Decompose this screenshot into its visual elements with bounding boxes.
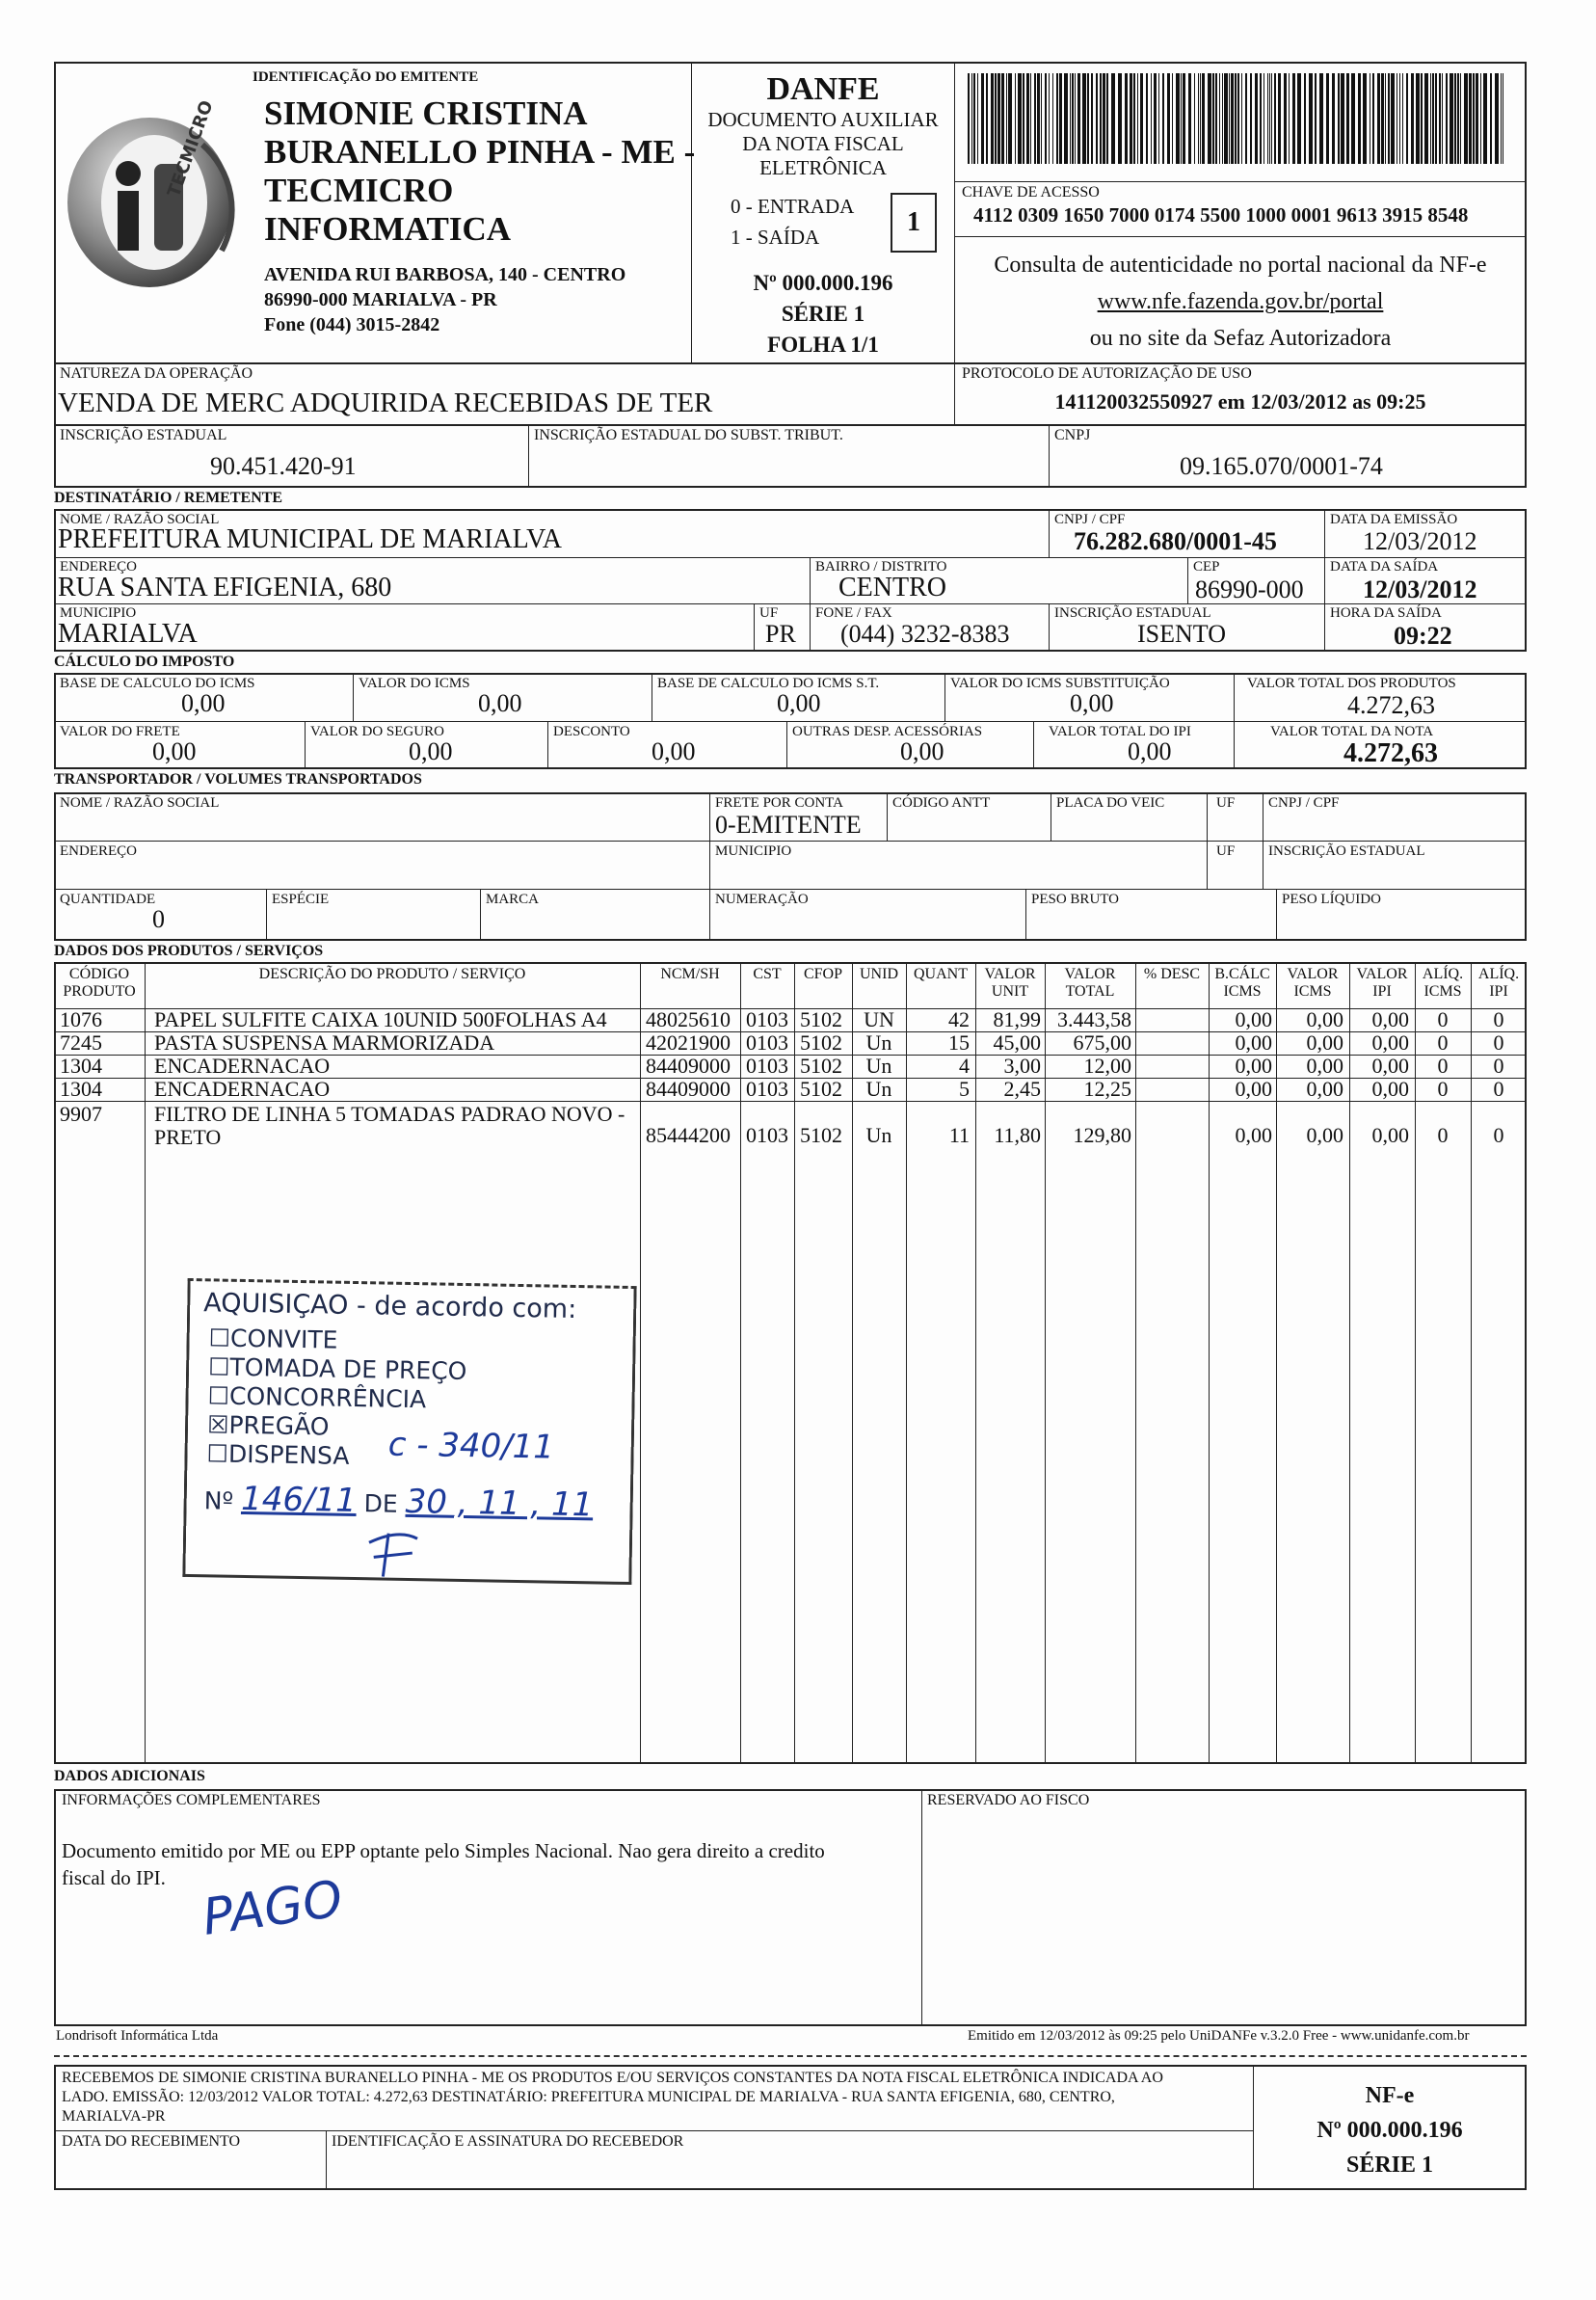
- rec-bairro: CENTRO: [838, 573, 946, 602]
- cell-aicms: 0: [1437, 1007, 1449, 1031]
- danfe-title: DANFE: [766, 71, 880, 107]
- cell-cfop: 5102: [800, 1030, 842, 1055]
- cell-aipi: 0: [1493, 1123, 1504, 1147]
- valor-icms-label: VALOR DO ICMS: [359, 676, 470, 691]
- rec-cnpj: 76.282.680/0001-45: [1074, 527, 1277, 555]
- rec-address: RUA SANTA EFIGENIA, 680: [58, 573, 392, 602]
- logo-text: TECMICRO: [164, 97, 218, 201]
- rec-name-label: NOME / RAZÃO SOCIAL: [60, 512, 220, 527]
- cell-quant: 11: [948, 1123, 970, 1147]
- cell-vtotal: 12,00: [1083, 1054, 1131, 1078]
- cell-vtotal: 129,80: [1073, 1123, 1131, 1147]
- rec-ie: ISENTO: [1137, 620, 1226, 648]
- cell-aicms: 0: [1437, 1054, 1449, 1078]
- cell-unid: Un: [865, 1054, 892, 1078]
- rec-cep: 86990-000: [1195, 575, 1304, 603]
- receipt-date-label: DATA DO RECEBIMENTO: [62, 2133, 241, 2150]
- software-left: Londrisoft Informática Ltda: [56, 2028, 219, 2044]
- transp-uf2-label: UF: [1216, 843, 1236, 859]
- cell-codigo: 9907: [60, 1102, 102, 1126]
- transp-qtd: 0: [152, 905, 165, 933]
- rec-name: PREFEITURA MUNICIPAL DE MARIALVA: [58, 524, 563, 554]
- access-key: 4112 0309 1650 7000 0174 5500 1000 0001 9613 3915 8548: [973, 203, 1469, 227]
- rec-fone: (044) 3232-8383: [840, 620, 1010, 648]
- cell-descricao: FILTRO DE LINHA 5 TOMADAS PADRAO NOVO - PRETO: [154, 1102, 625, 1149]
- th-vtotal: VALOR TOTAL: [1064, 966, 1116, 1000]
- rec-uf: PR: [765, 620, 796, 648]
- th-desc: % DESC: [1143, 966, 1201, 982]
- cnpj-value: 09.165.070/0001-74: [1180, 452, 1383, 480]
- danfe-block: [692, 71, 954, 180]
- cell-aipi: 0: [1493, 1007, 1504, 1031]
- cell-ncm: 42021900: [646, 1030, 731, 1055]
- cell-bcalc: 0,00: [1235, 1077, 1272, 1101]
- th-vipi: VALOR IPI: [1356, 966, 1408, 1000]
- seguro: 0,00: [409, 737, 453, 765]
- cell-unid: Un: [865, 1030, 892, 1055]
- cell-vicms: 0,00: [1306, 1054, 1343, 1078]
- cell-descricao: ENCADERNACAO: [154, 1054, 331, 1078]
- cell-codigo: 7245: [60, 1030, 102, 1055]
- stamp-number-line: Nº 146/11 DE 30 , 11 , 11: [203, 1479, 594, 1525]
- cell-vunit: 2,45: [1003, 1077, 1041, 1101]
- rec-emissao: 12/03/2012: [1363, 527, 1477, 555]
- ie-value: 90.451.420-91: [210, 452, 357, 480]
- cell-cst: 0103: [746, 1123, 788, 1147]
- transp-uf-label: UF: [1216, 795, 1236, 811]
- receipt-text: RECEBEMOS DE SIMONIE CRISTINA BURANELLO PINHA - ME OS PRODUTOS E/OU SERVIÇOS CONSTANTES DA NOTA FISCAL ELETRÔNICA INDICADA AO LADO. EMISSÃO: 12/03/2012 VALOR TOTAL: 4.272,63 DESTINATÁRIO: PREFEITURA MUNICIPAL DE MARIALVA - RUA SANTA EFIGENIA, 680, CENTRO, MARIALVA-PR: [62, 2070, 1163, 2125]
- base-st: 0,00: [777, 689, 821, 717]
- rec-uf-label: UF: [759, 605, 779, 621]
- rec-address-label: ENDEREÇO: [60, 559, 137, 575]
- barcode: [968, 73, 1507, 164]
- cell-descricao: PAPEL SULFITE CAIXA 10UNID 500FOLHAS A4: [154, 1007, 607, 1031]
- cell-aipi: 0: [1493, 1054, 1504, 1078]
- cell-vicms: 0,00: [1306, 1123, 1343, 1147]
- stamp-option-dispensa: ☐DISPENSA: [206, 1439, 350, 1470]
- transp-frete-label: FRETE POR CONTA: [715, 795, 843, 811]
- acquisition-stamp: [182, 1278, 636, 1585]
- valor-icms: 0,00: [478, 689, 522, 717]
- stamp-handwritten-ref: c - 340/11: [387, 1425, 555, 1467]
- cell-cst: 0103: [746, 1077, 788, 1101]
- stamp-option-tomada: ☐TOMADA DE PREÇO: [207, 1352, 467, 1386]
- receipt-nfe: NF-e Nº 000.000.196 SÉRIE 1: [1317, 2083, 1463, 2178]
- rec-saida: 12/03/2012: [1363, 575, 1477, 603]
- rec-bairro-label: BAIRRO / DISTRITO: [815, 559, 947, 575]
- access-key-label: CHAVE DE ACESSO: [962, 184, 1100, 201]
- th-descricao: DESCRIÇÃO DO PRODUTO / SERVIÇO: [258, 966, 526, 982]
- cnpj-label: CNPJ: [1054, 427, 1091, 443]
- ipi-label: VALOR TOTAL DO IPI: [1049, 724, 1191, 739]
- stamp-option-convite: ☐CONVITE: [208, 1324, 338, 1354]
- portal-link[interactable]: www.nfe.fazenda.gov.br/portal: [1097, 289, 1384, 314]
- frete-label: VALOR DO FRETE: [60, 724, 180, 739]
- cell-ncm: 85444200: [646, 1123, 731, 1147]
- stamp-title: AQUISIÇAO - de acordo com:: [203, 1288, 577, 1325]
- cell-vipi: 0,00: [1371, 1054, 1409, 1078]
- cell-vipi: 0,00: [1371, 1077, 1409, 1101]
- rec-emissao-label: DATA DA EMISSÃO: [1330, 512, 1458, 527]
- cell-vunit: 11,80: [994, 1123, 1041, 1147]
- cell-vunit: 3,00: [1003, 1054, 1041, 1078]
- cell-vtotal: 12,25: [1083, 1077, 1131, 1101]
- cell-descricao: ENCADERNACAO: [154, 1077, 331, 1101]
- cell-quant: 15: [948, 1030, 970, 1055]
- handwritten-paid: PAGO: [199, 1870, 347, 1947]
- transport-section: TRANSPORTADOR / VOLUMES TRANSPORTADOS: [54, 771, 422, 788]
- cell-vicms: 0,00: [1306, 1007, 1343, 1031]
- rec-municipio-label: MUNICIPIO: [60, 605, 137, 621]
- stamp-signature: [359, 1523, 437, 1582]
- th-quant: QUANT: [914, 966, 968, 982]
- protocolo-label: PROTOCOLO DE AUTORIZAÇÃO DE USO: [962, 365, 1252, 382]
- cell-vipi: 0,00: [1371, 1007, 1409, 1031]
- info-label: INFORMAÇÕES COMPLEMENTARES: [62, 1792, 321, 1808]
- cell-cst: 0103: [746, 1054, 788, 1078]
- rec-hora: 09:22: [1394, 622, 1452, 650]
- protocolo-value: 141120032550927 em 12/03/2012 as 09:25: [1054, 389, 1426, 414]
- outras-label: OUTRAS DESP. ACESSÓRIAS: [792, 724, 983, 739]
- cell-bcalc: 0,00: [1235, 1123, 1272, 1147]
- cell-bcalc: 0,00: [1235, 1054, 1272, 1078]
- danfe-saida: 1 - SAÍDA: [731, 226, 820, 249]
- th-cst: CST: [753, 966, 782, 982]
- danfe-type-box: 1: [891, 193, 937, 253]
- transp-placa-label: PLACA DO VEIC: [1056, 795, 1165, 811]
- transp-municipio-label: MUNICIPIO: [715, 843, 792, 859]
- seguro-label: VALOR DO SEGURO: [310, 724, 444, 739]
- cell-bcalc: 0,00: [1235, 1030, 1272, 1055]
- base-icms: 0,00: [181, 689, 226, 717]
- th-codigo: CÓDIGO PRODUTO: [63, 966, 136, 1000]
- cell-cst: 0103: [746, 1030, 788, 1055]
- cell-quant: 42: [948, 1007, 970, 1031]
- cell-vipi: 0,00: [1371, 1123, 1409, 1147]
- cell-vtotal: 3.443,58: [1057, 1007, 1131, 1031]
- additional-section: DADOS ADICIONAIS: [54, 1768, 205, 1784]
- cell-ncm: 84409000: [646, 1077, 731, 1101]
- th-vicms: VALOR ICMS: [1287, 966, 1339, 1000]
- transp-ie-label: INSCRIÇÃO ESTADUAL: [1268, 843, 1425, 859]
- cell-aicms: 0: [1437, 1123, 1449, 1147]
- transp-especie-label: ESPÉCIE: [272, 892, 330, 907]
- cell-vunit: 81,99: [993, 1007, 1041, 1031]
- cell-cfop: 5102: [800, 1077, 842, 1101]
- info-text: Documento emitido por ME ou EPP optante pelo Simples Nacional. Nao gera direito a credito fiscal do IPI.: [62, 1839, 825, 1889]
- cell-bcalc: 0,00: [1235, 1007, 1272, 1031]
- cell-aipi: 0: [1493, 1030, 1504, 1055]
- tax-section: CÁLCULO DO IMPOSTO: [54, 654, 235, 670]
- cell-aicms: 0: [1437, 1030, 1449, 1055]
- transp-qtd-label: QUANTIDADE: [60, 892, 156, 907]
- icms-sub: 0,00: [1070, 689, 1114, 717]
- rec-cnpj-label: CNPJ / CPF: [1054, 512, 1126, 527]
- cell-vicms: 0,00: [1306, 1030, 1343, 1055]
- cell-quant: 4: [959, 1054, 970, 1078]
- cell-cst: 0103: [746, 1007, 788, 1031]
- cell-vunit: 45,00: [993, 1030, 1041, 1055]
- natureza-value: VENDA DE MERC ADQUIRIDA RECEBIDAS DE TER: [58, 388, 713, 418]
- cell-vtotal: 675,00: [1073, 1030, 1131, 1055]
- ie-st-label: INSCRIÇÃO ESTADUAL DO SUBST. TRIBUT.: [534, 427, 843, 443]
- transp-antt-label: CÓDIGO ANTT: [892, 795, 991, 811]
- total-prod: 4.272,63: [1347, 691, 1435, 719]
- rec-hora-label: HORA DA SAÍDA: [1330, 605, 1442, 621]
- rec-saida-label: DATA DA SAÍDA: [1330, 559, 1439, 575]
- transp-peso-liq-label: PESO LÍQUIDO: [1282, 892, 1381, 907]
- receipt-sign-label: IDENTIFICAÇÃO E ASSINATURA DO RECEBEDOR: [332, 2133, 684, 2150]
- base-st-label: BASE DE CALCULO DO ICMS S.T.: [657, 676, 880, 691]
- total-prod-label: VALOR TOTAL DOS PRODUTOS: [1247, 676, 1456, 691]
- cell-descricao: PASTA SUSPENSA MARMORIZADA: [154, 1030, 495, 1055]
- rec-municipio: MARIALVA: [58, 619, 198, 649]
- stamp-option-concorrencia: ☐CONCORRÊNCIA: [207, 1381, 427, 1414]
- th-cfop: CFOP: [803, 966, 843, 982]
- danfe-subtitle: DOCUMENTO AUXILIAR DA NOTA FISCAL ELETRÔNICA: [707, 108, 939, 179]
- th-ncm: NCM/SH: [660, 966, 720, 982]
- transp-frete: 0-EMITENTE: [715, 811, 862, 839]
- total-nota: 4.272,63: [1343, 738, 1438, 768]
- cell-cfop: 5102: [800, 1054, 842, 1078]
- th-bcalc: B.CÁLC ICMS: [1214, 966, 1270, 1000]
- emitter-name: SIMONIE CRISTINA BURANELLO PINHA - ME - TECMICRO INFORMATICA: [264, 94, 696, 248]
- rec-ie-label: INSCRIÇÃO ESTADUAL: [1054, 605, 1211, 621]
- emitter-address: AVENIDA RUI BARBOSA, 140 - CENTRO 86990-000 MARIALVA - PR Fone (044) 3015-2842: [264, 264, 626, 335]
- cell-quant: 5: [959, 1077, 970, 1101]
- rec-cep-label: CEP: [1193, 559, 1220, 575]
- natureza-label: NATUREZA DA OPERAÇÃO: [60, 365, 253, 382]
- base-icms-label: BASE DE CALCULO DO ICMS: [60, 676, 255, 691]
- cell-codigo: 1076: [60, 1007, 102, 1031]
- cell-cfop: 5102: [800, 1123, 842, 1147]
- th-aicms: ALÍQ. ICMS: [1422, 966, 1464, 1000]
- cell-unid: Un: [865, 1077, 892, 1101]
- cell-vipi: 0,00: [1371, 1030, 1409, 1055]
- desconto-label: DESCONTO: [553, 724, 630, 739]
- transp-peso-bruto-label: PESO BRUTO: [1031, 892, 1119, 907]
- icms-sub-label: VALOR DO ICMS SUBSTITUIÇÃO: [950, 676, 1170, 691]
- transp-marca-label: MARCA: [486, 892, 540, 907]
- danfe-entrada: 0 - ENTRADA: [731, 195, 855, 218]
- desconto: 0,00: [652, 737, 696, 765]
- total-nota-label: VALOR TOTAL DA NOTA: [1270, 724, 1434, 739]
- frete: 0,00: [152, 737, 197, 765]
- cell-unid: UN: [864, 1007, 894, 1031]
- emitter-section-label: IDENTIFICAÇÃO DO EMITENTE: [253, 69, 479, 85]
- th-unid: UNID: [860, 966, 898, 982]
- cell-unid: Un: [865, 1123, 892, 1147]
- recipient-section: DESTINATÁRIO / REMETENTE: [54, 490, 283, 506]
- authenticity-info: Consulta de autenticidade no portal nacional da NF-e www.nfe.fazenda.gov.br/portal ou no site da Sefaz Autorizadora: [954, 247, 1527, 357]
- cell-aipi: 0: [1493, 1077, 1504, 1101]
- th-aipi: ALÍQ. IPI: [1477, 966, 1520, 1000]
- transp-cnpj-label: CNPJ / CPF: [1268, 795, 1340, 811]
- software-right: Emitido em 12/03/2012 às 09:25 pelo UniDANFe v.3.2.0 Free - www.unidanfe.com.br: [968, 2028, 1470, 2044]
- stamp-option-pregao: ☒PREGÃO: [206, 1410, 330, 1441]
- products-section: DADOS DOS PRODUTOS / SERVIÇOS: [54, 943, 324, 959]
- outras: 0,00: [900, 737, 944, 765]
- cell-ncm: 48025610: [646, 1007, 731, 1031]
- cell-codigo: 1304: [60, 1077, 102, 1101]
- th-vunit: VALOR UNIT: [984, 966, 1036, 1000]
- ie-label: INSCRIÇÃO ESTADUAL: [60, 427, 227, 443]
- transp-name-label: NOME / RAZÃO SOCIAL: [60, 795, 220, 811]
- fisco-label: RESERVADO AO FISCO: [927, 1792, 1090, 1808]
- company-logo: [58, 106, 251, 299]
- transp-numeracao-label: NUMERAÇÃO: [715, 892, 809, 907]
- rec-fone-label: FONE / FAX: [815, 605, 892, 621]
- cell-cfop: 5102: [800, 1007, 842, 1031]
- transp-address-label: ENDEREÇO: [60, 843, 137, 859]
- ipi: 0,00: [1128, 737, 1172, 765]
- cell-codigo: 1304: [60, 1054, 102, 1078]
- cell-vicms: 0,00: [1306, 1077, 1343, 1101]
- cell-ncm: 84409000: [646, 1054, 731, 1078]
- cell-aicms: 0: [1437, 1077, 1449, 1101]
- danfe-number: Nº 000.000.196 SÉRIE 1 FOLHA 1/1: [753, 271, 893, 357]
